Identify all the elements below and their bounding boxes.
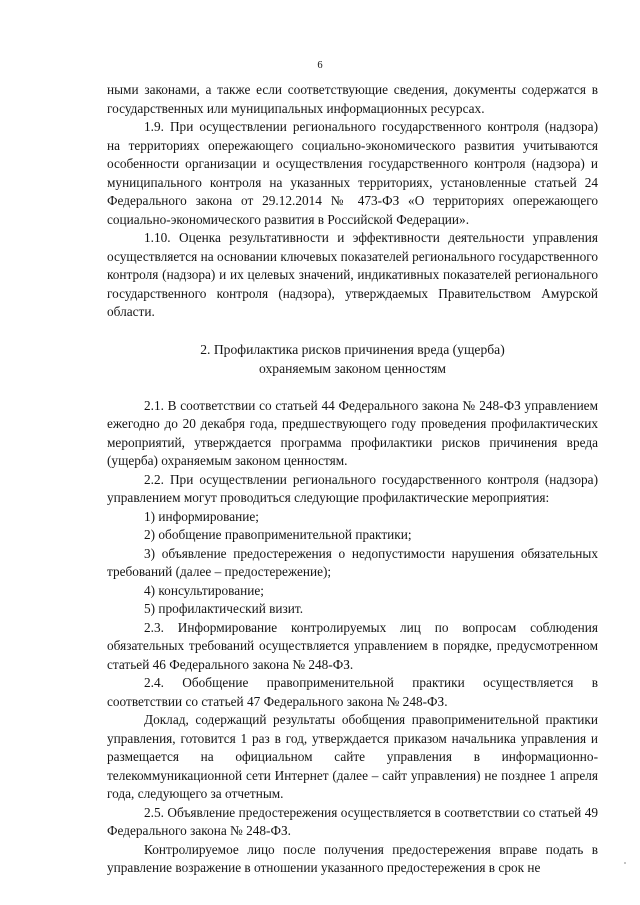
page-number: 6 [317,60,323,71]
list-item: 5) профилактический визит. [144,601,304,616]
document-body [107,81,598,878]
list-item: 4) консультирование; [144,582,264,598]
paragraph-2-1: 2.1. В соответствии со статьей 44 Федерального закона № 248-ФЗ управлением ежегодно до 20 декабря года, предшествующего году проведения профилактических мероприятий, утверждается программа профилактики рисков причинения вреда (ущерба) охраняемым законом ценностям. [107,397,598,468]
paragraph-2-5: 2.5. Объявление предостережения осуществляется в соответствии со статьей 49 Федерального закона № 248-ФЗ. [107,804,598,838]
section-heading-line-2: охраняемым законом ценностям [259,360,446,376]
scan-speck [624,862,626,864]
list-item: 3) объявление предостережения о недопустимости нарушения обязательных требований (далее – предостережение); [107,545,598,579]
paragraph-1-10: 1.10. Оценка результативности и эффективности деятельности управления осуществляется на основании ключевых показателей регионального государственного контроля (надзора) и их целевых значений, индикативных показателей регионального государственного контроля (надзора), утверждаемых Правительством Амурской области. [107,230,598,319]
paragraph-report: Доклад, содержащий результаты обобщения правоприменительной практики управления, готовится 1 раз в год, утверждается приказом начальника управления и размещается на официальном сайте управления в информационно-телекоммуникационной сети Интернет (далее – сайт управления) не позднее 1 апреля года, следующего за отчетным. [107,712,598,801]
paragraph-2-3: 2.3. Информирование контролируемых лиц по вопросам соблюдения обязательных требований осуществляется управлением в порядке, предусмотренном статьей 46 Федерального закона № 248-ФЗ. [107,619,598,672]
measures-list [107,508,598,619]
list-item: 2) обобщение правоприменительной практики; [144,527,412,542]
paragraph-1-9: 1.9. При осуществлении регионального государственного контроля (надзора) на территориях опережающего социально-экономического развития учитываются особенности организации и осуществления государственного контроля (надзора) и муниципального контроля на указанных территориях, установленные статьей 24 Федерального закона от 29.12.2014 № 473-ФЗ «О территориях опережающего социально-экономического развития в Российской Федерации». [107,119,598,227]
section-heading-line-1: 2. Профилактика рисков причинения вреда (ущерба) [200,341,505,357]
paragraph-2-4: 2.4. Обобщение правоприменительной практики осуществляется в соответствии со статьей 47 Федерального закона № 248-ФЗ. [107,675,598,709]
paragraph-2-2: 2.2. При осуществлении регионального государственного контроля (надзора) управлением могут проводиться следующие профилактические мероприятия: [107,471,598,505]
section-heading [107,340,598,378]
paragraph-continuation: ными законами, а также если соответствующие сведения, документы содержатся в государственных или муниципальных информационных ресурсах. [107,82,598,116]
paragraph-controlled-person: Контролируемое лицо после получения предостережения вправе подать в управление возражение в отношении указанного предостережения в срок не [107,841,598,875]
list-item: 1) информирование; [144,508,260,524]
